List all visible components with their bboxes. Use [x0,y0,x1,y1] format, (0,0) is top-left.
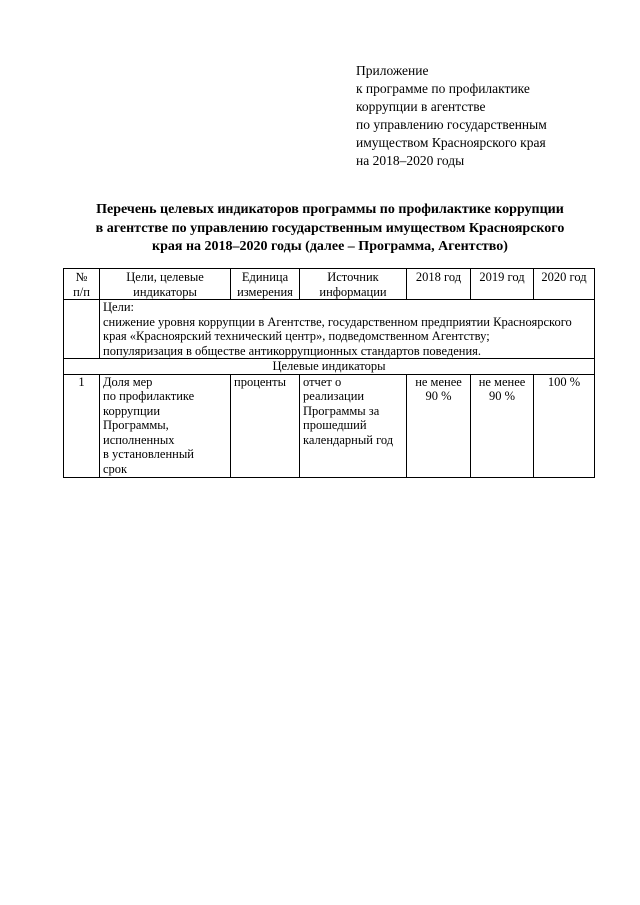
section-label: Целевые индикаторы [64,359,595,375]
appendix-line: имуществом Красноярского края [356,135,546,150]
row-2018-line: 90 % [425,389,452,403]
row-2018 [407,374,471,477]
appendix-header [356,62,626,170]
header-2020: 2020 год [534,269,595,300]
title-line: Перечень целевых индикаторов программы по профилактике коррупции [96,202,564,217]
header-source-line: информации [319,284,387,299]
row-goal [100,374,231,477]
row-2019-line: 90 % [488,389,516,403]
row-unit: проценты [231,374,300,477]
row-source [300,374,407,477]
row-goal-line: в установленный [103,447,194,461]
row-source-line: отчет о [303,374,342,389]
goals-line: края «Красноярский технический центр», подведомственном Агентству; [103,329,490,343]
indicators-table [63,268,595,478]
row-goal-line: Программы, [103,418,169,432]
header-goal-line: индикаторы [133,284,197,299]
header-goal [100,269,231,300]
header-2018: 2018 год [407,269,471,300]
title-line: края на 2018–2020 годы (далее – Программа, Агентство) [152,239,508,254]
table-row [64,374,595,477]
appendix-line: на 2018–2020 годы [356,153,465,168]
header-num-line: п/п [73,284,90,299]
header-num [64,269,100,300]
goals-line: Цели: [103,300,134,314]
header-num-line: № [75,270,88,284]
header-goal-line: Цели, целевые [126,270,204,284]
appendix-line: по управлению государственным [356,117,547,132]
row-source-line: календарный год [303,432,394,447]
header-source-line: Источник [327,270,379,284]
header-unit [231,269,300,300]
goals-cell [100,300,595,359]
row-num: 1 [64,374,100,477]
row-2019 [471,374,534,477]
appendix-line: к программе по профилактике [356,81,530,96]
header-unit-line: измерения [237,284,293,299]
row-source-line: Программы за [303,403,380,418]
row-goal-line: исполненных [103,432,175,447]
row-goal-line: по профилактике [103,389,195,403]
table-header-row [64,269,595,300]
section-row [64,359,595,375]
goals-row [64,300,595,359]
header-source [300,269,407,300]
row-2020: 100 % [534,374,595,477]
document-title [60,201,600,257]
appendix-line: Приложение [356,63,429,78]
row-goal-line: коррупции [103,403,161,418]
appendix-line: коррупции в агентстве [356,99,486,114]
row-goal-line: срок [103,461,128,476]
row-goal-line: Доля мер [103,374,153,389]
row-source-line: реализации [303,389,365,403]
row-2018-line: не менее [415,374,462,389]
goals-line: популяризация в обществе антикоррупционных стандартов поведения. [103,343,482,358]
header-2019: 2019 год [471,269,534,300]
header-unit-line: Единица [241,270,289,284]
goals-num-cell [64,300,100,359]
title-line: в агентстве по управлению государственным имуществом Красноярского [95,220,565,236]
goals-line: снижение уровня коррупции в Агентстве, государственном предприятии Красноярского [103,314,572,329]
row-2019-line: не менее [478,374,526,389]
row-source-line: прошедший [303,418,367,432]
